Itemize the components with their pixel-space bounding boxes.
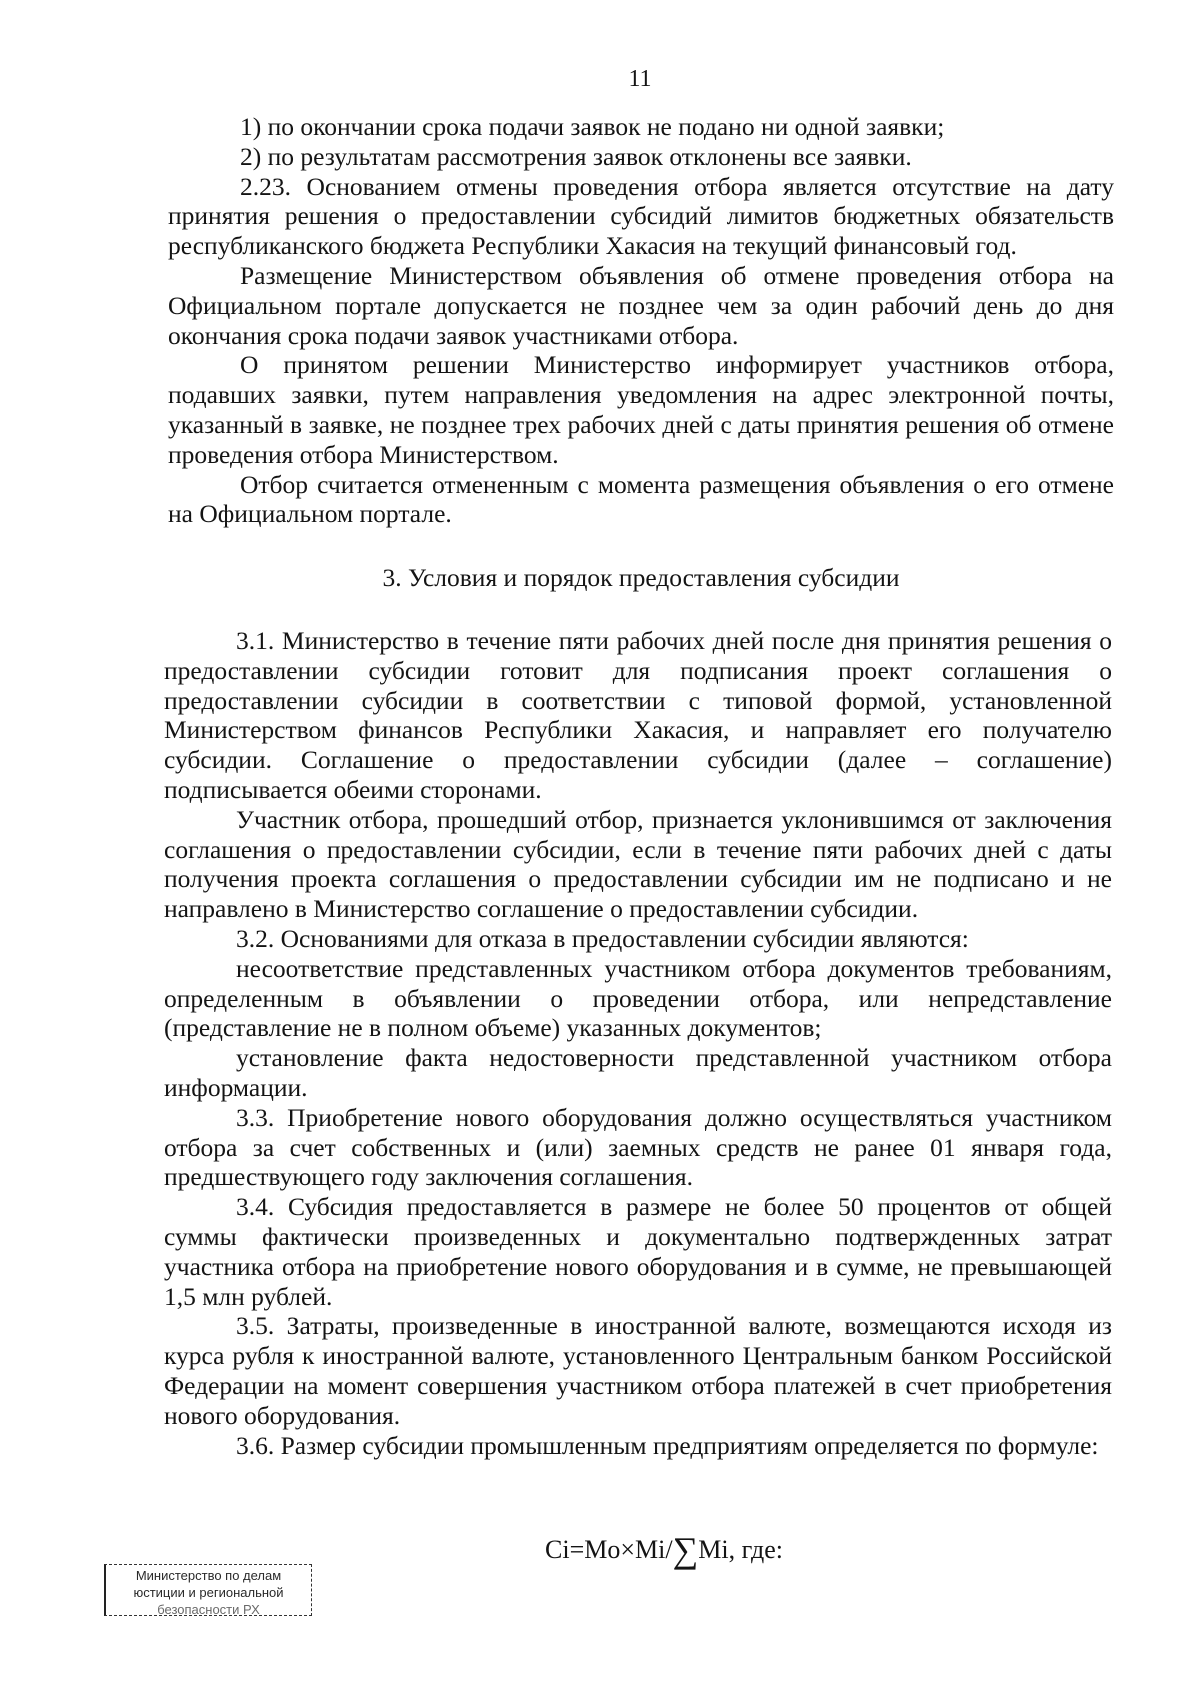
paragraph: 3.1. Министерство в течение пяти рабочих дней после дня принятия решения о предоставлении субсидии готовит для подписания проект соглашения о предоставлении субсидии в соответствии с типовой формой, установленной Министерством финансов Республики Хакасия, и направляет его получателю субсидии. Соглашение о предоставлении субсидии (далее – соглашение) подписывается обеими сторонами.: [164, 626, 1112, 804]
stamp-line: Министерство по делам: [135, 1568, 282, 1583]
top-text-block: [168, 112, 1114, 529]
paragraph: 3.6. Размер субсидии промышленным предприятиям определяется по формуле:: [236, 1430, 1099, 1460]
paragraph: 2.23. Основанием отмены проведения отбора является отсутствие на дату принятия решения о предоставлении субсидий лимитов бюджетных обязательств республиканского бюджета Республики Хакасия на текущий финансовый год.: [168, 171, 1114, 261]
paragraph: 3.3. Приобретение нового оборудования должно осуществляться участником отбора за счет собственных и (или) заемных средств не ранее 01 января года, предшествующего году заключения соглашения.: [164, 1102, 1112, 1192]
paragraph: Размещение Министерством объявления об отмене проведения отбора на Официальном портале допускается не позднее чем за один рабочий день до дня окончания срока подачи заявок участниками отбора.: [168, 260, 1114, 350]
paragraph: 2) по результатам рассмотрения заявок отклонены все заявки.: [240, 141, 912, 171]
paragraph: установление факта недостоверности представленной участником отбора информации.: [164, 1043, 1112, 1102]
section-heading: 3. Условия и порядок предоставления субсидии: [382, 563, 900, 592]
page-number: 11: [628, 66, 652, 92]
paragraph: О принятом решении Министерство информирует участников отбора, подавших заявки, путем направления уведомления на адрес электронной почты, указанный в заявке, не позднее трех рабочих дней с даты принятия решения об отмене проведения отбора Министерством.: [168, 350, 1114, 469]
formula-right: Mi, где:: [698, 1535, 783, 1564]
paragraph: 1) по окончании срока подачи заявок не подано ни одной заявки;: [240, 112, 945, 141]
paragraph: несоответствие представленных участником отбора документов требованиям, определенным в объявлении о проведении отбора, или непредставление (представление не в полном объеме) указанных документов;: [164, 953, 1112, 1043]
paragraph: Отбор считается отмененным с момента размещения объявления о его отмене на Официальном портале.: [168, 469, 1114, 529]
subsidy-formula: [545, 1530, 783, 1570]
paragraph: 3.4. Субсидия предоставляется в размере не более 50 процентов от общей суммы фактически произведенных и документально подтвержденных затрат участника отбора на приобретение нового оборудования и в сумме, не превышающей 1,5 млн рублей.: [164, 1192, 1112, 1311]
paragraph: 3.2. Основаниями для отказа в предоставлении субсидии являются:: [236, 923, 969, 953]
paragraph: Участник отбора, прошедший отбор, признается уклонившимся от заключения соглашения о предоставлении субсидии, если в течение пяти рабочих дней с даты получения проекта соглашения о предоставлении субсидии им не подписано и не направлено в Министерство соглашение о предоставлении субсидии.: [164, 804, 1112, 924]
formula-left: Ci=Mo×Mi/: [545, 1535, 673, 1564]
paragraph: 3.5. Затраты, произведенные в иностранной валюте, возмещаются исходя из курса рубля к иностранной валюте, установленного Центральным банком Российской Федерации на момент совершения участником отбора платежей в счет приобретения нового оборудования.: [164, 1311, 1112, 1430]
ministry-stamp: [104, 1564, 312, 1616]
stamp-line: юстиции и региональной: [133, 1585, 284, 1600]
section-text-block: [164, 626, 1112, 1460]
stamp-line: безопасности РХ: [157, 1602, 260, 1617]
sum-symbol: ∑: [672, 1530, 699, 1570]
